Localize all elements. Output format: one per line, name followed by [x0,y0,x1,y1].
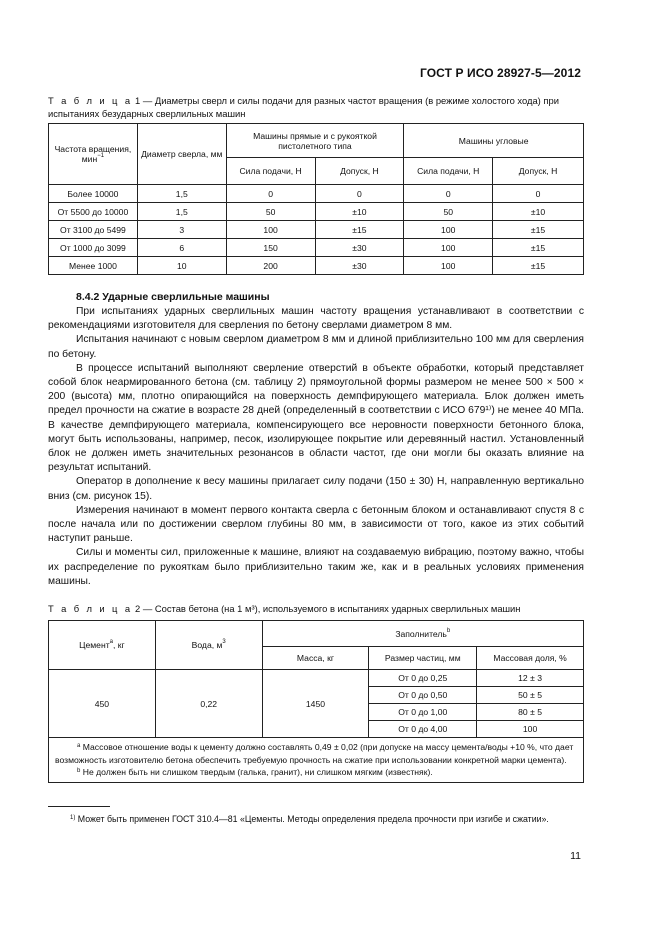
paragraph: Оператор в дополнение к весу машины прилагает силу подачи (150 ± 30) Н, направленную вертикально вниз (см. рисунок 15). [48,476,584,502]
table-row: 450 0,22 1450 От 0 до 0,25 12 ± 3 [49,670,584,687]
table2-note-b: $^b$ Не должен быть ни слишком твердым (галька, гранит), ни слишком мягким (известняк). [77,767,433,778]
table2 [48,620,584,783]
table-row: Более 10000 1,5 0 0 0 0 [49,185,584,203]
section-body [48,305,584,589]
table2-water-value: 0,22 [155,670,262,738]
paragraph: Испытания начинают с новым сверлом диаметром 8 мм и длиной приблизительно 100 мм для сверления по бетону. [48,334,584,360]
paragraph: Силы и моменты сил, приложенные к машине, влияют на создаваемую вибрацию, поэтому важно, чтобы их распределение по рукояткам было приблизительно таким же, как и в реальных условиях применения машины. [48,547,584,587]
table2-cement-value: 450 [49,670,156,738]
table1-caption-label: Т а б л и ц а [48,95,133,106]
paragraph: При испытаниях ударных сверлильных машин частоту вращения устанавливают в соответствии с рекомендациями изготовителя для сверления по бетону сверлами диаметром 8 мм. [48,306,584,332]
table1-head-tolerance-straight: Допуск, Н [315,158,404,185]
table-row: От 0 до 4,00 100 [49,721,584,738]
table2-caption-text: 2 — Состав бетона (на 1 м³), используемого в испытаниях ударных сверлильных машин [132,603,521,614]
table2-head-filler: Заполнитель$^b$ [262,621,583,647]
table1-head-force-angle: Сила подачи, Н [404,158,493,185]
table1 [48,123,584,275]
table1-head-tolerance-angle: Допуск, Н [493,158,584,185]
table2-mass-value: 1450 [262,670,369,738]
table2-head-mass: Масса, кг [262,647,369,670]
table2-head-water: Вода, $м^3$ [155,621,262,670]
table2-note-a: $^a$ Массовое отношение воды к цементу должно составлять 0,49 ± 0,02 (при допуске на массу цемента/воды +10 %, что дает возможность изготовителю бетона обеспечить требуемую прочность на сжатие при использовании конкретной марки цемента). [55,742,574,765]
table1-head-frequency: Частота вращения, мин$^{-1}$ [49,124,138,185]
paragraph: В процессе испытаний выполняют сверление отверстий в объекте обработки, который представляет собой блок неармированного бетона (см. таблицу 2) прямоугольной формы размером не менее 500 × 500 × 200 (высота) мм, плотно опирающийся на поверхность демпфирующего материала. Блок должен иметь предел прочности на сжатие в возрасте 28 дней (определенный в соответствии с ИСО 679¹⁾) не менее 40 МПа. В качестве демпфирующего материала, компенсирующего все неровности поверхности бетонного блока, могут быть использованы, например, песок, изолирующее покрытие или деревянный настил. Установленный блок не должен иметь значительных резонансов в области частот, где они могли бы оказать влияние на результат испытаний. [48,362,584,474]
table2-head-cement: Цемент$^a$, кг [49,621,156,670]
table2-head-particle-size: Размер частиц, мм [369,647,477,670]
table2-caption-label: Т а б л и ц а [48,603,133,614]
table-row: Менее 1000 10 200 ±30 100 ±15 [49,257,584,275]
table1-head-angle-machines: Машины угловые [404,124,584,158]
footnote-text: Может быть применен ГОСТ 310.4—81 «Цементы. Методы определения предела прочности при изгибе и сжатии». [75,814,549,824]
footnote [48,813,584,826]
table1-head-straight-machines: Машины прямые и с рукояткой пистолетного типа [226,124,404,158]
table1-caption [48,94,584,120]
table-row: От 0 до 1,00 80 ± 5 [49,704,584,721]
page-number: 11 [570,850,581,862]
section-title: 8.4.2 Ударные сверлильные машины [76,291,270,303]
table-row: От 5500 до 10000 1,5 50 ±10 50 ±10 [49,203,584,221]
table1-head-force-straight: Сила подачи, Н [226,158,315,185]
table2-caption [48,602,584,615]
table1-head-diameter: Диаметр сверла, мм [137,124,226,185]
table-row: От 1000 до 3099 6 150 ±30 100 ±15 [49,239,584,257]
table2-head-mass-share: Массовая доля, % [477,647,584,670]
table-row: От 0 до 0,50 50 ± 5 [49,687,584,704]
paragraph: Измерения начинают в момент первого контакта сверла с бетонным блоком и останавливают спустя 8 с после начала или по достижении сверлом глубины 80 мм, в зависимости от того, какое из этих событий наступит раньше. [48,504,584,545]
table2-notes [49,738,584,783]
table1-caption-text: 1 — Диаметры сверл и силы подачи для разных частот вращения (в режиме холостого хода) при испытаниях безударных сверлильных машин [48,95,559,119]
document-header: ГОСТ Р ИСО 28927-5—2012 [419,66,581,80]
table-row: От 3100 до 5499 3 100 ±15 100 ±15 [49,221,584,239]
footnote-mark: 1) [70,815,76,821]
footnote-separator [48,806,110,807]
